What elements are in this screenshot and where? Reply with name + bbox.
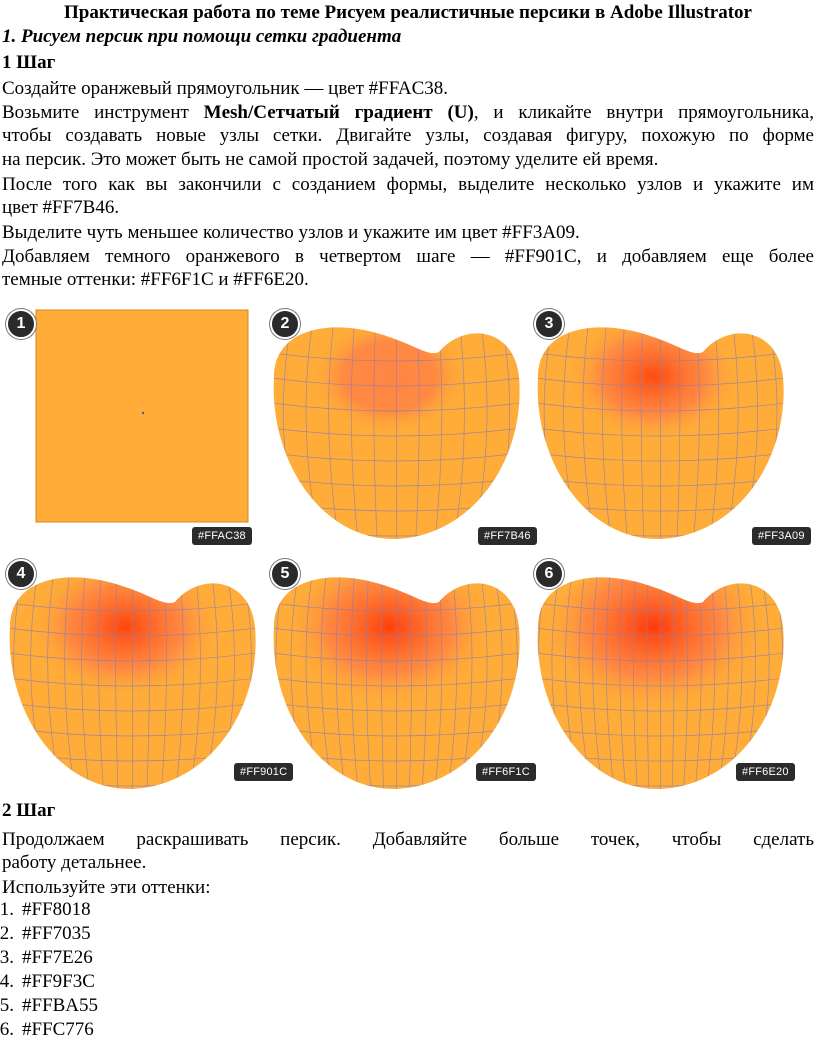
figure-step-6 (528, 553, 792, 793)
figure-number-badge: 6 (534, 559, 564, 589)
step2-heading: 2 Шаг (2, 800, 56, 821)
figure-step-5 (264, 553, 528, 793)
p2-post: , и кликайте внутри прямоугольника, (473, 102, 814, 123)
color-tag: #FF901C (234, 763, 293, 781)
step1-paragraph-5-line1: Добавляем темного оранжевого в четвертом шаге — #FF901C, и добавляем еще более (2, 246, 814, 267)
step1-paragraph-2-line1 (2, 101, 814, 124)
list-item: 2. #FF7035 (0, 923, 91, 944)
list-item: 5. #FFBA55 (0, 995, 99, 1016)
figure-step-4 (0, 553, 288, 793)
list-item: 6. #FFC776 (0, 1019, 94, 1040)
step2-paragraph-1-line1: Продолжаем раскрашивать персик. Добавляйте больше точек, чтобы сделать (2, 829, 814, 850)
step1-paragraph-2-line3: на персик. Это может быть не самой простой задачей, поэтому уделите ей время. (2, 149, 659, 170)
figure-number-badge: 1 (6, 309, 36, 339)
figure-number-badge: 2 (270, 309, 300, 339)
step1-paragraph-5-line2: темные оттенки: #FF6F1C и #FF6E20. (2, 269, 309, 290)
step1-paragraph-3-line1: После того как вы закончили с созданием формы, выделите несколько узлов и укажите им (2, 174, 814, 195)
step1-paragraph-4: Выделите чуть меньшее количество узлов и укажите им цвет #FF3A09. (2, 222, 580, 243)
color-tag: #FF7B46 (478, 527, 537, 545)
color-tag: #FF6E20 (736, 763, 795, 781)
figure-step-1 (0, 303, 264, 543)
color-tag: #FF6F1C (476, 763, 536, 781)
figure-step-3 (528, 303, 805, 543)
figure-number-badge: 3 (534, 309, 564, 339)
peach-mesh-icon (0, 553, 264, 793)
mesh-tool-name: Mesh/Сетчатый градиент (U) (203, 102, 474, 123)
peach-mesh-icon (528, 303, 792, 543)
peach-mesh-icon (264, 553, 528, 793)
list-item: 3. #FF7E26 (0, 947, 93, 968)
step1-heading: 1 Шаг (2, 52, 56, 73)
color-tag: #FFAC38 (192, 527, 252, 545)
list-item: 4. #FF9F3C (0, 971, 95, 992)
p2-pre: Возьмите инструмент (2, 102, 204, 123)
step1-paragraph-1: Создайте оранжевый прямоугольник — цвет #FFAC38. (2, 78, 449, 99)
color-tag: #FF3A09 (752, 527, 811, 545)
list-item: 1. #FF8018 (0, 899, 91, 920)
figure-number-badge: 4 (6, 559, 36, 589)
figure-step-2 (264, 303, 531, 543)
orange-rectangle-icon (0, 303, 264, 543)
section-subtitle: 1. Рисуем персик при помощи сетки градиента (2, 26, 402, 47)
peach-mesh-icon (264, 303, 528, 543)
step1-paragraph-2-line2: чтобы создавать новые узлы сетки. Двигайте узлы, создавая фигуру, похожую по форме (2, 125, 814, 146)
peach-figures-grid (0, 303, 816, 788)
figure-number-badge: 5 (270, 559, 300, 589)
step2-paragraph-1-line2: работу детальнее. (2, 852, 147, 873)
step1-paragraph-3-line2: цвет #FF7B46. (2, 197, 120, 218)
step2-paragraph-2: Используйте эти оттенки: (2, 877, 211, 898)
page-title: Практическая работа по теме Рисуем реалистичные персики в Adobe Illustrator (64, 2, 752, 23)
peach-mesh-icon (528, 553, 792, 793)
